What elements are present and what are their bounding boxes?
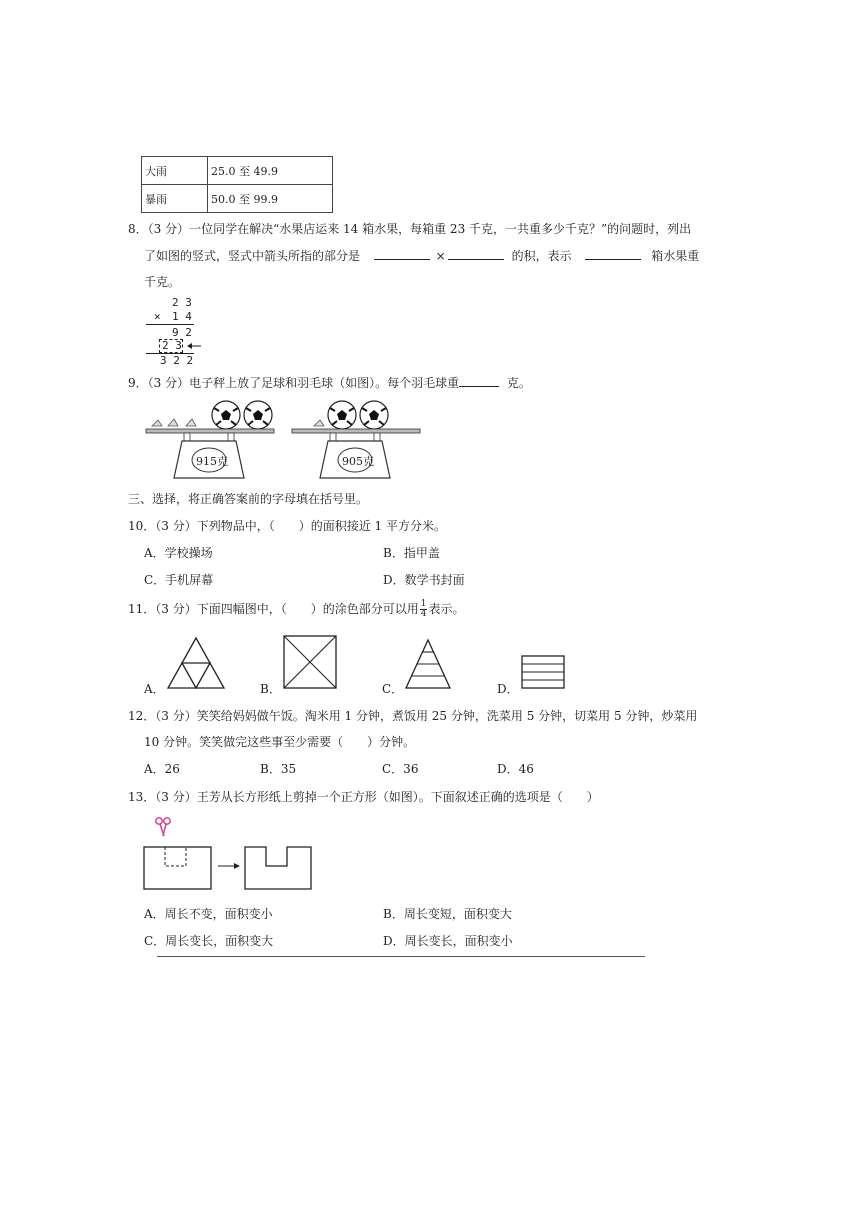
arrow-left-icon — [186, 340, 202, 354]
vm-row-2: 1 4 — [172, 310, 192, 323]
q11-text — [128, 600, 464, 619]
page-divider — [157, 956, 645, 957]
q10-option-b[interactable]: B．指甲盖 — [383, 546, 440, 560]
q11-option-b[interactable]: B． — [260, 682, 281, 696]
q9-text — [128, 375, 531, 390]
shuttlecock-icon — [152, 419, 196, 426]
q12-option-c[interactable]: C．36 — [382, 762, 419, 776]
scale2-reading: 905克 — [342, 455, 374, 468]
triangle-figure-a — [166, 636, 228, 695]
vm-times-sign: × — [154, 310, 161, 323]
scale-figure-2 — [290, 398, 430, 487]
q12-line1: 12．（3 分）笑笑给妈妈做午饭。淘米用 1 分钟，煮饭用 25 分钟，洗菜用 5 分钟，切菜用 5 分钟，炒菜用 — [128, 709, 698, 723]
table-row — [142, 185, 333, 213]
soccer-ball-icon — [360, 401, 388, 429]
scale-figure-1 — [144, 398, 284, 487]
q8-blank-3[interactable] — [585, 248, 641, 260]
q8-times: × — [435, 249, 446, 263]
cut-figure — [140, 814, 320, 897]
fraction-numerator: 1 — [420, 599, 427, 609]
q11-option-c[interactable]: C． — [382, 682, 404, 696]
q9-text-b: 克。 — [506, 376, 531, 390]
q11-text-b: 表示。 — [428, 602, 465, 616]
q8-text-b: 的积，表示 — [511, 249, 572, 263]
q8-line3: 千克。 — [144, 275, 181, 289]
rectangle-figure-d — [520, 654, 568, 695]
q10-option-d[interactable]: D．数学书封面 — [383, 573, 465, 587]
section-heading: 三、选择，将正确答案前的字母填在括号里。 — [128, 492, 369, 506]
vm-line-1 — [146, 324, 194, 325]
vm-row-1: 2 3 — [172, 296, 192, 309]
q12-option-b[interactable]: B．35 — [260, 762, 297, 776]
table-cell-range: 50.0 至 99.9 — [208, 185, 333, 213]
q8-line1: 8．（3 分）一位同学在解决“水果店运来 14 箱水果，每箱重 23 千克，一共重多少千克？”的问题时，列出 — [128, 222, 692, 236]
triangle-figure-c — [404, 638, 454, 695]
q8-text-c: 箱水果重 — [651, 249, 700, 263]
q12-option-d[interactable]: D．46 — [497, 762, 534, 776]
q12-line2: 10 分钟。笑笑做完这些事至少需要（ ）分钟。 — [144, 735, 416, 749]
table-cell-range: 25.0 至 49.9 — [208, 157, 333, 185]
table-row — [142, 157, 333, 185]
q9-blank[interactable] — [459, 375, 499, 387]
fraction-denominator: 4 — [420, 609, 427, 619]
q8-text-a: 了如图的竖式，竖式中箭头所指的部分是 — [144, 249, 361, 263]
q13-text: 13．（3 分）王芳从长方形纸上剪掉一个正方形（如图）。下面叙述正确的选项是（ ） — [128, 790, 599, 804]
soccer-ball-icon — [328, 401, 356, 429]
q13-option-b[interactable]: B．周长变短，面积变大 — [383, 907, 512, 921]
scale1-reading: 915克 — [196, 455, 228, 468]
vm-row-3: 9 2 — [172, 326, 192, 339]
q9-text-a: 9．（3 分）电子秤上放了足球和羽毛球（如图）。每个羽毛球重 — [128, 376, 460, 390]
q11-option-d[interactable]: D． — [497, 682, 519, 696]
q11-text-a: 11．（3 分）下面四幅图中，（ ）的涂色部分可以用 — [128, 602, 419, 616]
q8-blank-2[interactable] — [448, 248, 504, 260]
square-figure-b — [282, 634, 340, 695]
table-cell-label: 暴雨 — [142, 185, 208, 213]
q13-option-c[interactable]: C．周长变长，面积变大 — [144, 934, 274, 948]
table-cell-label: 大雨 — [142, 157, 208, 185]
q13-option-a[interactable]: A．周长不变，面积变小 — [144, 907, 273, 921]
q10-option-c[interactable]: C．手机屏幕 — [144, 573, 214, 587]
soccer-ball-icon — [244, 401, 272, 429]
q10-text: 10．（3 分）下列物品中，（ ）的面积接近 1 平方分米。 — [128, 519, 446, 533]
fraction — [420, 600, 428, 619]
q12-option-a[interactable]: A．26 — [144, 762, 180, 776]
rainfall-table — [141, 156, 333, 213]
q8-blank-1[interactable] — [374, 248, 430, 260]
shuttlecock-icon — [314, 420, 324, 426]
soccer-ball-icon — [212, 401, 240, 429]
q10-option-a[interactable]: A．学校操场 — [144, 546, 213, 560]
q11-option-a[interactable]: A． — [144, 682, 165, 696]
vm-row-5: 3 2 2 — [160, 354, 194, 367]
vm-row-4: 2 3 — [162, 339, 182, 352]
scissors-icon — [156, 818, 170, 836]
q8-line2 — [144, 248, 699, 263]
q13-option-d[interactable]: D．周长变长，面积变小 — [383, 934, 513, 948]
